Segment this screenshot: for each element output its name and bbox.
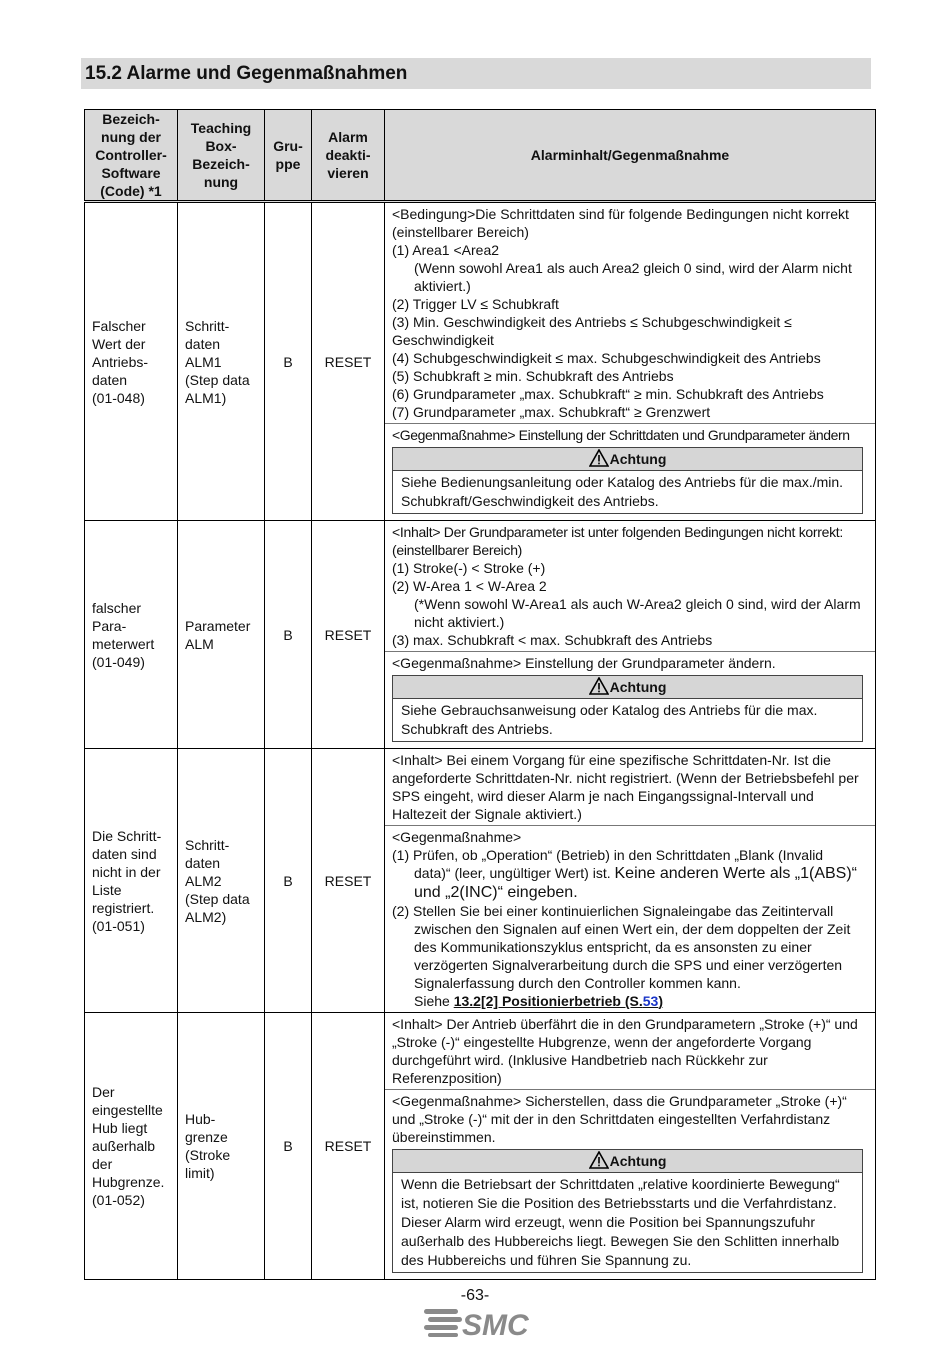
alarm-group: B <box>265 202 312 521</box>
alarm-name: Der eingestellte Hub liegt außerhalb der Hubgrenze. (01-052) <box>85 1013 178 1280</box>
alarm-reset: RESET <box>312 521 385 749</box>
caution-header: Achtung <box>393 448 862 471</box>
page-number: -63- <box>460 1287 490 1304</box>
teaching-box-name: Hub- grenze (Stroke limit) <box>178 1013 265 1280</box>
teaching-box-name: Schritt- daten ALM1 (Step data ALM1) <box>178 202 265 521</box>
section-title: 15.2 Alarme und Gegenmaßnahmen <box>81 58 871 89</box>
alarm-group: B <box>265 521 312 749</box>
table-row <box>85 749 876 1013</box>
table-row <box>85 1013 876 1280</box>
alarm-content-cell <box>385 749 876 1013</box>
alarm-group: B <box>265 749 312 1013</box>
smc-logo <box>424 1305 534 1339</box>
table-header-row <box>85 110 876 202</box>
caution-box: Achtung Siehe Bedienungsanleitung oder Katalog des Antriebs für die max./min. Schubkraft/Geschwindigkeit des Antriebs. <box>392 447 863 514</box>
alarm-name: falscher Para- meterwert (01-049) <box>85 521 178 749</box>
alarm-content-cell <box>385 1013 876 1280</box>
alarm-reset: RESET <box>312 1013 385 1280</box>
header-teaching-box: Teaching Box- Bezeich- nung <box>178 110 265 202</box>
header-group: Gru- ppe <box>265 110 312 202</box>
alarm-countermeasure: <Gegenmaßnahme> Einstellung der Grundparameter ändern. Achtung Siehe Gebrauchsanweisung oder Katalog des Antriebs für die max. Schubkraft des Antriebs. <box>385 651 875 748</box>
alarm-content: <Inhalt> Bei einem Vorgang für eine spezifische Schrittdaten-Nr. Ist die angeforderte Schrittdaten-Nr. nicht registriert. (Wenn der Betriebsbefehl per SPS eingeht, wird dieser Alarm je nach Eingangssignal-Intervall und Haltezeit der Signale aktiviert.) <box>392 752 859 822</box>
warning-icon <box>589 1151 609 1169</box>
reference-link[interactable]: 13.2[2] Positionierbetrieb (S.53) <box>453 993 664 1009</box>
alarm-name: Die Schritt- daten sind nicht in der Liste registriert. (01-051) <box>85 749 178 1013</box>
alarm-group: B <box>265 1013 312 1280</box>
header-alarm-reset: Alarm deakti- vieren <box>312 110 385 202</box>
caution-box: Achtung Siehe Gebrauchsanweisung oder Katalog des Antriebs für die max. Schubkraft des Antriebs. <box>392 675 863 742</box>
alarm-reset: RESET <box>312 202 385 521</box>
alarm-content-cell <box>385 202 876 521</box>
table-row <box>85 202 876 521</box>
header-content: Alarminhalt/Gegenmaßnahme <box>385 110 876 202</box>
alarm-content: <Inhalt> Der Antrieb überfährt die in den Grundparametern „Stroke (+)“ und „Stroke (-)“ eingestellte Hubgrenze, wenn der angeforderte Vorgang durchgeführt wird. (Inklusive Handbetrieb nach Rückkehr zur Referenzposition) <box>392 1016 858 1086</box>
svg-text:SMC: SMC <box>462 1309 529 1339</box>
warning-icon <box>589 677 609 695</box>
header-controller-name: Bezeich- nung der Controller- Software (Code) *1 <box>85 110 178 202</box>
alarm-content-cell <box>385 521 876 749</box>
alarm-countermeasure: <Gegenmaßnahme> Einstellung der Schrittdaten und Grundparameter ändern Achtung Siehe Bedienungsanleitung oder Katalog des Antriebs für die max./min. Schubkraft/Geschwindigkeit des Antriebs. <box>385 423 875 520</box>
alarm-name: Falscher Wert der Antriebs- daten (01-048) <box>85 202 178 521</box>
alarm-condition: <Bedingung>Die Schrittdaten sind für folgende Bedingungen nicht korrekt (einstellbarer Bereich) (1) Area1 <Area2 (Wenn sowohl Area1 als auch Area2 gleich 0 sind, wird der Alarm nicht aktiviert.) (2) Trigger LV ≤ Schubkraft (3) Min. Geschwindigkeit des Antriebs ≤ Schubgeschwindigkeit ≤ Geschwindigkeit (4) Schubgeschwindigkeit ≤ max. Schubgeschwindigkeit des Antriebs (5) Schubkraft ≥ min. Schubkraft des Antriebs (6) Grundparameter „max. Schubkraft“ ≥ min. Schubkraft des Antriebs (7) Grundparameter „max. Schubkraft“ ≥ Grenzwert <box>392 206 852 420</box>
teaching-box-name: Schritt- daten ALM2 (Step data ALM2) <box>178 749 265 1013</box>
caution-header: Achtung <box>393 1150 862 1173</box>
alarm-table <box>84 109 876 1280</box>
teaching-box-name: Parameter ALM <box>178 521 265 749</box>
caution-header: Achtung <box>393 676 862 699</box>
alarm-reset: RESET <box>312 749 385 1013</box>
alarm-condition: <Inhalt> Der Grundparameter ist unter folgenden Bedingungen nicht korrekt: (einstellbarer Bereich) (1) Stroke(-) < Stroke (+) (2) W-Area 1 < W-Area 2 (*Wenn sowohl W-Area1 als auch W-Area2 gleich 0 sind, wird der Alarm nicht aktiviert.) (3) max. Schubkraft < max. Schubkraft des Antriebs <box>392 524 861 648</box>
table-row <box>85 521 876 749</box>
alarm-countermeasure: <Gegenmaßnahme> (1) Prüfen, ob „Operation“ (Betrieb) in den Schrittdaten „Blank (Invalid data)“ (leer, ungültiger Wert) ist. Keine anderen Werte als „1(ABS)“ und „2(INC)“ eingeben. (2) Stellen Sie bei einer kontinuierlichen Signaleingabe das Zeitintervall zwischen den Signalen auf einen Wert ein, der dem doppelten der Zeit des Kommunikationszyklus entspricht, da es ansonsten zu einer verzögerten Signalverarbeitung durch die SPS und einer verzögerten Signalerfassung durch den Controller kommen kann. Siehe 13.2[2] Positionierbetrieb (S.53) <box>385 825 875 1012</box>
warning-icon <box>589 449 609 467</box>
caution-box: Achtung Wenn die Betriebsart der Schrittdaten „relative koordinierte Bewegung“ ist, notieren Sie die Position des Betriebsstarts und die Verfahrdistanz. Dieser Alarm wird erzeugt, wenn die Position bei Spannungszufuhr außerhalb des Hubbereichs liegt. Bewegen Sie den Schlitten innerhalb des Hubbereichs und führen Sie Spannung zu. <box>392 1149 863 1273</box>
alarm-countermeasure: <Gegenmaßnahme> Sicherstellen, dass die Grundparameter „Stroke (+)“ und „Stroke (-)“ mit der in den Schrittdaten eingestellten Verfahrdistanz übereinstimmen. Achtung Wenn die Betriebsart der Schrittdaten „relative koordinierte Bewegung“ ist, notieren Sie die Position des Betriebsstarts und die Verfahrdistanz. Dieser Alarm wird erzeugt, wenn die Position bei Spannungszufuhr außerhalb des Hubbereichs liegt. Bewegen Sie den Schlitten innerhalb des Hubbereichs und führen Sie Spannung zu. <box>385 1089 875 1279</box>
